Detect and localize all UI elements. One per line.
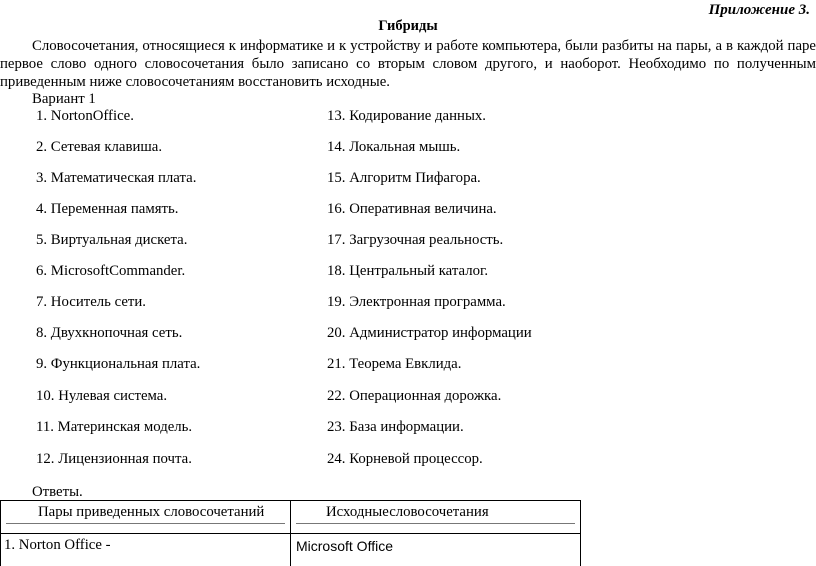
list-item: 20. Администратор информации <box>327 325 532 341</box>
header-row-bottom <box>0 533 581 534</box>
list-item: 12. Лицензионная почта. <box>36 451 192 467</box>
list-item: 1. NortonOffice. <box>36 108 134 124</box>
list-item: 2. Сетевая клавиша. <box>36 139 163 155</box>
list-item: 17. Загрузочная реальность. <box>327 232 504 248</box>
variant-label: Вариант 1 <box>32 91 96 107</box>
table-cell-pair: 1. Norton Office - <box>4 537 111 553</box>
list-item: 11. Материнская модель. <box>36 419 193 435</box>
list-item: 13. Кодирование данных. <box>327 108 486 124</box>
list-item: 23. База информации. <box>327 419 464 435</box>
list-item: 5. Виртуальная дискета. <box>36 232 188 248</box>
list-item: 21. Теорема Евклида. <box>327 356 462 372</box>
list-item: 10. Нулевая система. <box>36 388 168 404</box>
answers-table <box>0 500 581 566</box>
list-item: 14. Локальная мышь. <box>327 139 461 155</box>
list-item: 3. Математическая плата. <box>36 170 197 186</box>
list-item: 19. Электронная программа. <box>327 294 506 310</box>
header-underline-left <box>6 523 285 524</box>
list-item: 18. Центральный каталог. <box>327 263 489 279</box>
appendix-label: Приложение 3. <box>708 2 810 18</box>
list-item: 4. Переменная память. <box>36 201 179 217</box>
table-header-pairs: Пары приведенных словосочетаний <box>38 504 265 520</box>
page-title: Гибриды <box>378 18 438 34</box>
list-item: 8. Двухкнопочная сеть. <box>36 325 183 341</box>
list-item: 7. Носитель сети. <box>36 294 147 310</box>
table-cell-source[interactable]: Microsoft Office <box>296 538 393 554</box>
list-item: 6. MicrosoftCommander. <box>36 263 186 279</box>
answers-label: Ответы. <box>32 484 83 500</box>
list-item: 15. Алгоритм Пифагора. <box>327 170 481 186</box>
list-item: 24. Корневой процессор. <box>327 451 483 467</box>
list-item: 16. Оперативная величина. <box>327 201 497 217</box>
intro-paragraph: Словосочетания, относящиеся к информатике и к устройству и работе компьютера, были разбиты на пары, а в каждой паре первое слово одного словосочетания было записано со вторым словом другого, и наоборот. Необходимо по полученным приведенным ниже словосочетаниям восстановить исходные. <box>0 38 816 90</box>
list-item: 22. Операционная дорожка. <box>327 388 502 404</box>
header-underline-right <box>296 523 575 524</box>
table-header-sources: Исходныесловосочетания <box>326 504 489 520</box>
list-item: 9. Функциональная плата. <box>36 356 201 372</box>
